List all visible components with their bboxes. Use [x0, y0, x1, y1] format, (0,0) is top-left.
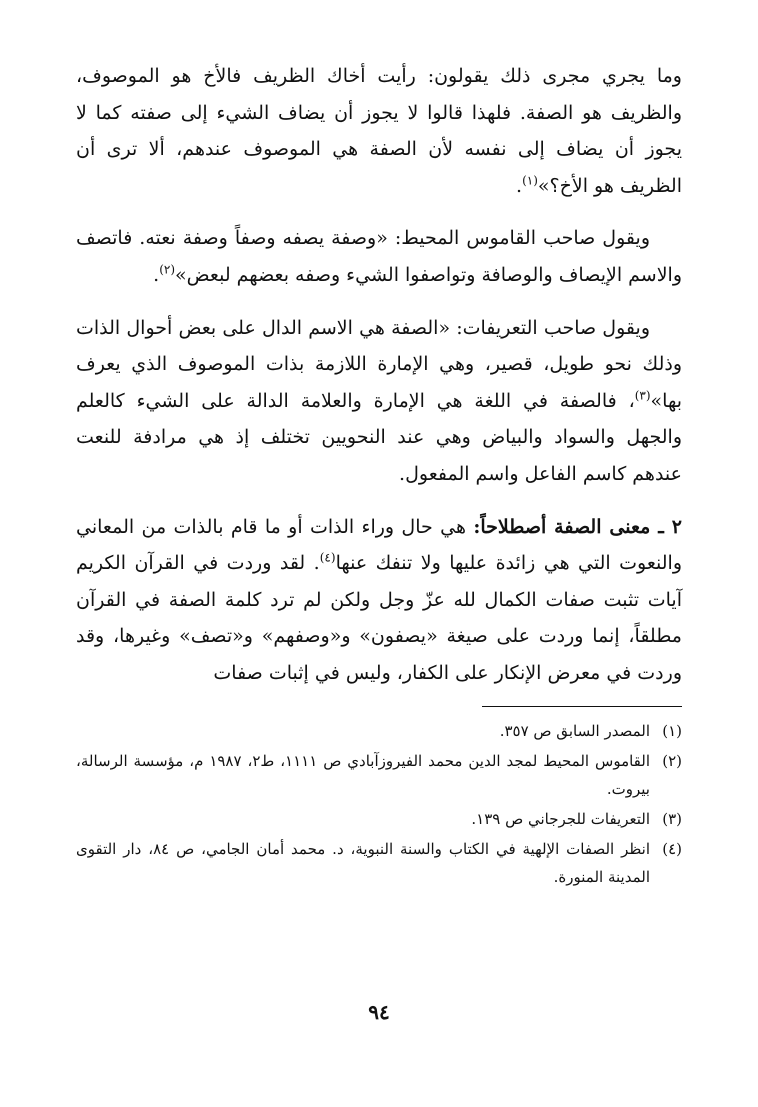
footnote-text: انظر الصفات الإلهية في الكتاب والسنة النبوية، د. محمد أمان الجامي، ص ٨٤، دار التقوى المدينة المنورة. — [76, 839, 651, 886]
footnote-reference: (١) — [522, 173, 538, 188]
section-heading: ٢ ـ معنى الصفة أصطلاحاً: — [473, 515, 682, 538]
footnote-4 — [76, 835, 682, 891]
paragraph-tail: . — [516, 174, 523, 197]
page-number: ٩٤ — [368, 1000, 390, 1024]
paragraph-text-continued: . لقد وردت في القرآن الكريم آيات تثبت صفات الكمال لله عزّ وجل ولكن لم ترد كلمة الصفة في القرآن مطلقاً، إنما وردت على صيغة «يصفون» و«وصفهم» و«تصف» وغيرها، وقد وردت في معرض الإنكار على الكفار، وليس في إثبات صفات — [76, 552, 682, 684]
footnote-reference: (٤) — [319, 550, 336, 565]
body-paragraph-3 — [76, 310, 682, 493]
paragraph-text: هي حال وراء الذات أو ما قام بالذات من المعاني والنعوت التي هي زائدة عليها ولا تنفك عنها — [76, 515, 683, 575]
document-page — [76, 58, 682, 1058]
body-paragraph-4 — [76, 509, 682, 692]
footnote-number: (٣) — [662, 809, 682, 828]
footnote-number: (٤) — [662, 839, 682, 858]
paragraph-text: ويقول صاحب القاموس المحيط: «وصفة يصفه وصفاً وصفة نعته. فاتصف والاسم الإيصاف والوصافة وتواصفوا الشيء وصفه بعضهم لبعض» — [76, 227, 682, 286]
paragraph-text-continued: ، فالصفة في اللغة هي الإمارة والعلامة الدالة على الشيء كالعلم والجهل والسواد والبياض وهي عند النحويين تختلف إذ هي مرادفة للنعت عندهم كاسم الفاعل واسم المفعول. — [76, 389, 682, 485]
footnote-text: التعريفات للجرجاني ص ١٣٩. — [471, 809, 650, 828]
footnote-1 — [76, 717, 682, 745]
footnote-number: (١) — [662, 721, 682, 740]
paragraph-tail: . — [153, 263, 160, 286]
footnote-reference: (٢) — [159, 262, 176, 277]
footnote-2 — [76, 747, 682, 803]
body-paragraph-2 — [76, 220, 682, 293]
paragraph-text: وما يجري مجرى ذلك يقولون: رأيت أخاك الظريف فالأخ هو الموصوف، والظريف هو الصفة. فلهذا قالوا لا يجوز أن يضاف الشيء إلى صفته كما لا يجوز أن يضاف إلى نفسه لأن الصفة هي الموصوف عندهم، ألا ترى أن الظريف هو الأخ؟» — [76, 65, 682, 197]
footnote-3 — [76, 805, 682, 833]
footnote-text: القاموس المحيط لمجد الدين محمد الفيروزآبادي ص ١١١١، ط٢، ١٩٨٧ م، مؤسسة الرسالة، بيروت. — [76, 751, 651, 798]
body-paragraph-1 — [76, 58, 682, 204]
footnote-reference: (٣) — [634, 388, 651, 403]
footnote-number: (٢) — [662, 751, 682, 770]
footnote-divider — [482, 706, 682, 707]
footnotes — [76, 717, 682, 891]
footnote-text: المصدر السابق ص ٣٥٧. — [499, 721, 650, 740]
paragraph-text: ويقول صاحب التعريفات: «الصفة هي الاسم الدال على بعض أحوال الذات وذلك نحو طويل، قصير، وهي الإمارة اللازمة بذات الموصوف الذي يعرف بها» — [76, 316, 682, 412]
